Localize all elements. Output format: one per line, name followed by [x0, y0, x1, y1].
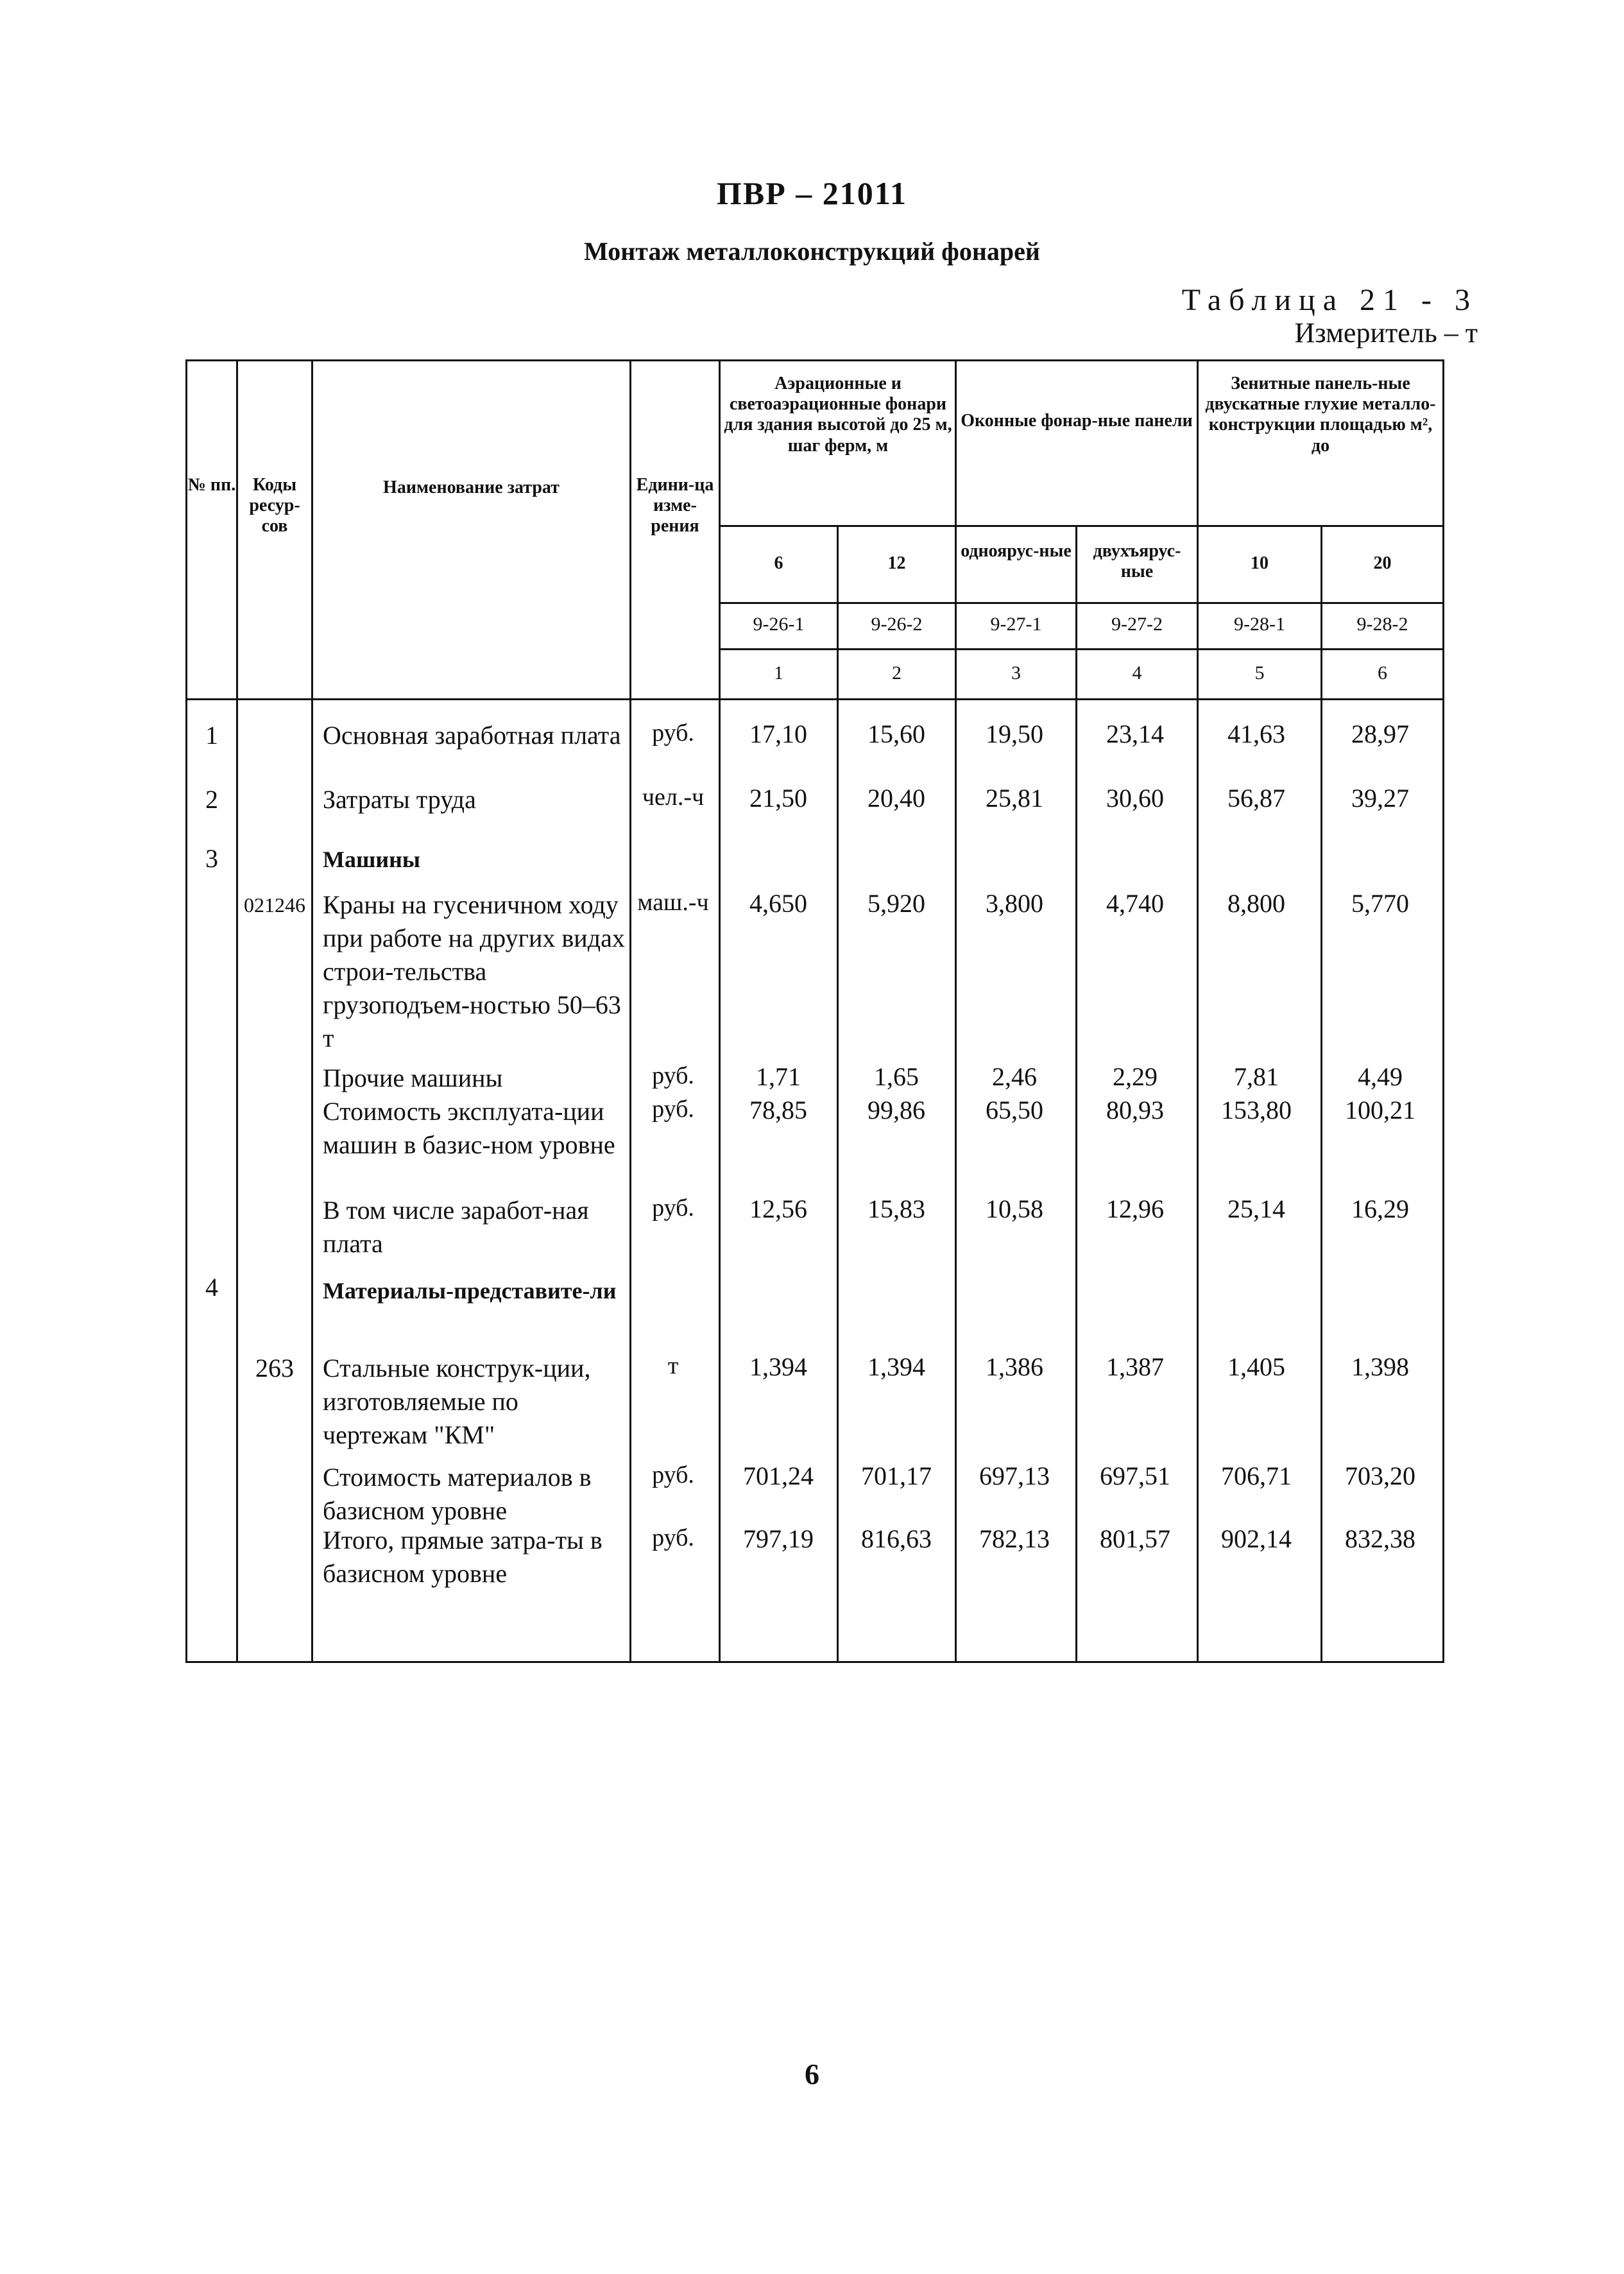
col-line-9: [1321, 525, 1322, 1663]
row-value: 20,40: [868, 784, 925, 813]
col-number-4: 4: [1132, 662, 1142, 684]
col-line-3: [629, 359, 631, 1663]
row-num: 1: [205, 721, 218, 750]
sub-header-6: 20: [1373, 553, 1392, 573]
header-bottom-border: [185, 698, 1444, 700]
row-value: 12,56: [749, 1194, 807, 1223]
row-value: 10,58: [986, 1194, 1043, 1223]
row-value: 3,800: [986, 889, 1043, 918]
row-value: 4,650: [749, 889, 807, 918]
row-value: 703,20: [1345, 1461, 1415, 1490]
col-number-3: 3: [1011, 662, 1021, 684]
row-value: 28,97: [1351, 719, 1409, 748]
row-value: 30,60: [1106, 784, 1164, 813]
header-line-sub: [719, 602, 1444, 604]
row-value: 1,386: [986, 1352, 1043, 1381]
col-line-1: [236, 359, 238, 1663]
row-name: Основная заработная плата: [323, 721, 621, 750]
header-group-1: Аэрационные и светоаэрационные фонари для здания высотой до 25 м, шаг ферм, м: [724, 374, 952, 456]
row-value: 797,19: [743, 1524, 814, 1553]
row-value: 697,51: [1100, 1461, 1170, 1490]
col-line-2: [311, 359, 313, 1663]
row-value: 701,17: [861, 1461, 932, 1490]
row-value: 16,29: [1351, 1194, 1409, 1223]
row-value: 701,24: [743, 1461, 814, 1490]
row-unit: руб.: [652, 1062, 694, 1089]
row-value: 17,10: [749, 719, 807, 748]
row-value: 5,920: [868, 889, 925, 918]
row-name: Прочие машины: [323, 1064, 503, 1092]
row-unit: руб.: [652, 719, 694, 746]
row-value: 7,81: [1234, 1062, 1279, 1091]
col-line-10: [1442, 359, 1444, 1663]
row-value: 8,800: [1227, 889, 1285, 918]
row-value: 1,71: [756, 1062, 801, 1091]
row-code: 263: [255, 1354, 294, 1382]
row-value: 902,14: [1221, 1524, 1292, 1553]
col-number-1: 1: [774, 662, 783, 684]
row-unit: руб.: [652, 1194, 694, 1221]
header-num: № пп.: [187, 475, 236, 495]
col-number-2: 2: [892, 662, 902, 684]
page-number: 6: [805, 2058, 819, 2090]
row-unit: руб.: [652, 1096, 694, 1123]
norm-code-4: 9-27-2: [1111, 614, 1163, 635]
row-unit: руб.: [652, 1461, 694, 1488]
row-value: 4,49: [1358, 1062, 1403, 1091]
row-name: Стальные конструк-ции, изготовляемые по чертежам "КМ": [323, 1354, 591, 1449]
row-unit: руб.: [652, 1524, 694, 1551]
row-value: 78,85: [749, 1096, 807, 1124]
row-value: 4,740: [1106, 889, 1164, 918]
row-value: 99,86: [868, 1096, 925, 1124]
row-value: 25,14: [1227, 1194, 1285, 1223]
row-value: 801,57: [1100, 1524, 1170, 1553]
row-value: 23,14: [1106, 719, 1164, 748]
norm-code-5: 9-28-1: [1234, 614, 1285, 635]
sub-header-1: 6: [774, 553, 783, 573]
header-group-3: Зенитные панель-ные двускатные глухие металло-конструкции площадью м², до: [1205, 374, 1436, 456]
header-codes: Коды ресур-сов: [249, 475, 300, 537]
col-number-5: 5: [1254, 662, 1265, 684]
row-num: 2: [205, 785, 218, 814]
header-line-codes: [719, 648, 1444, 650]
row-value: 25,81: [986, 784, 1043, 813]
row-value: 12,96: [1106, 1194, 1164, 1223]
row-value: 56,87: [1227, 784, 1285, 813]
row-value: 21,50: [749, 784, 807, 813]
row-value: 5,770: [1351, 889, 1409, 918]
col-number-6: 6: [1378, 662, 1387, 684]
row-value: 1,398: [1351, 1352, 1409, 1381]
row-num: 3: [205, 844, 218, 873]
row-value: 15,60: [868, 719, 925, 748]
row-unit: чел.-ч: [642, 784, 705, 811]
sub-header-5: 10: [1251, 553, 1269, 573]
row-value: 1,394: [749, 1352, 807, 1381]
row-value: 782,13: [979, 1524, 1050, 1553]
norm-code-2: 9-26-2: [871, 614, 923, 635]
row-value: 19,50: [986, 719, 1043, 748]
col-line-7: [1075, 525, 1077, 1663]
row-value: 15,83: [868, 1194, 925, 1223]
row-name: Итого, прямые затра-ты в базисном уровне: [323, 1526, 603, 1588]
row-name: В том числе заработ-ная плата: [323, 1196, 589, 1258]
row-name: Стоимость материалов в базисном уровне: [323, 1463, 592, 1525]
row-value: 153,80: [1221, 1096, 1292, 1124]
sub-header-2: 12: [887, 553, 906, 573]
row-value: 39,27: [1351, 784, 1409, 813]
row-value: 100,21: [1345, 1096, 1415, 1124]
row-value: 816,63: [861, 1524, 932, 1553]
header-group-2: Оконные фонар-ные панели: [961, 411, 1193, 431]
table-label: Таблица 21 - 3: [1181, 283, 1478, 317]
row-value: 1,405: [1227, 1352, 1285, 1381]
row-value: 832,38: [1345, 1524, 1415, 1553]
sub-header-4: двухъярус-ные: [1093, 541, 1181, 582]
row-value: 1,387: [1106, 1352, 1164, 1381]
row-name: Затраты труда: [323, 785, 476, 814]
row-code: 021246: [244, 893, 305, 917]
norm-code-6: 9-28-2: [1356, 614, 1408, 635]
col-line-5: [837, 525, 839, 1663]
row-value: 41,63: [1227, 719, 1285, 748]
row-unit: маш.-ч: [637, 889, 709, 916]
row-value: 1,394: [868, 1352, 925, 1381]
document-title: ПВР – 21011: [716, 175, 908, 211]
row-value: 2,29: [1113, 1062, 1158, 1091]
row-value: 706,71: [1221, 1461, 1292, 1490]
row-name: Краны на гусеничном ходу при работе на других видах строи-тельства грузоподъем-ностью 50–63 т: [323, 890, 625, 1053]
row-unit: т: [667, 1352, 679, 1379]
table-bottom-border: [185, 1661, 1444, 1663]
table-top-border: [185, 359, 1444, 361]
row-value: 697,13: [979, 1461, 1050, 1490]
norm-code-3: 9-27-1: [990, 614, 1042, 635]
row-section-name: Машины: [323, 847, 420, 872]
row-value: 2,46: [992, 1062, 1037, 1091]
row-value: 1,65: [874, 1062, 919, 1091]
row-section-name: Материалы-представите-ли: [323, 1278, 617, 1304]
row-num: 4: [205, 1273, 218, 1302]
norm-code-1: 9-26-1: [753, 614, 805, 635]
col-line-0: [185, 359, 187, 1663]
header-unit: Едини-ца изме-рения: [636, 475, 714, 537]
row-value: 80,93: [1106, 1096, 1164, 1124]
row-name: Стоимость эксплуата-ции машин в базис-ном уровне: [323, 1097, 615, 1159]
header-name: Наименование затрат: [383, 478, 560, 497]
row-value: 65,50: [986, 1096, 1043, 1124]
sub-header-3: одноярус-ные: [961, 541, 1072, 561]
document-subtitle: Монтаж металлоконструкций фонарей: [584, 237, 1040, 266]
header-line-groups: [719, 525, 1444, 527]
measure-label: Измеритель – т: [1294, 317, 1478, 349]
